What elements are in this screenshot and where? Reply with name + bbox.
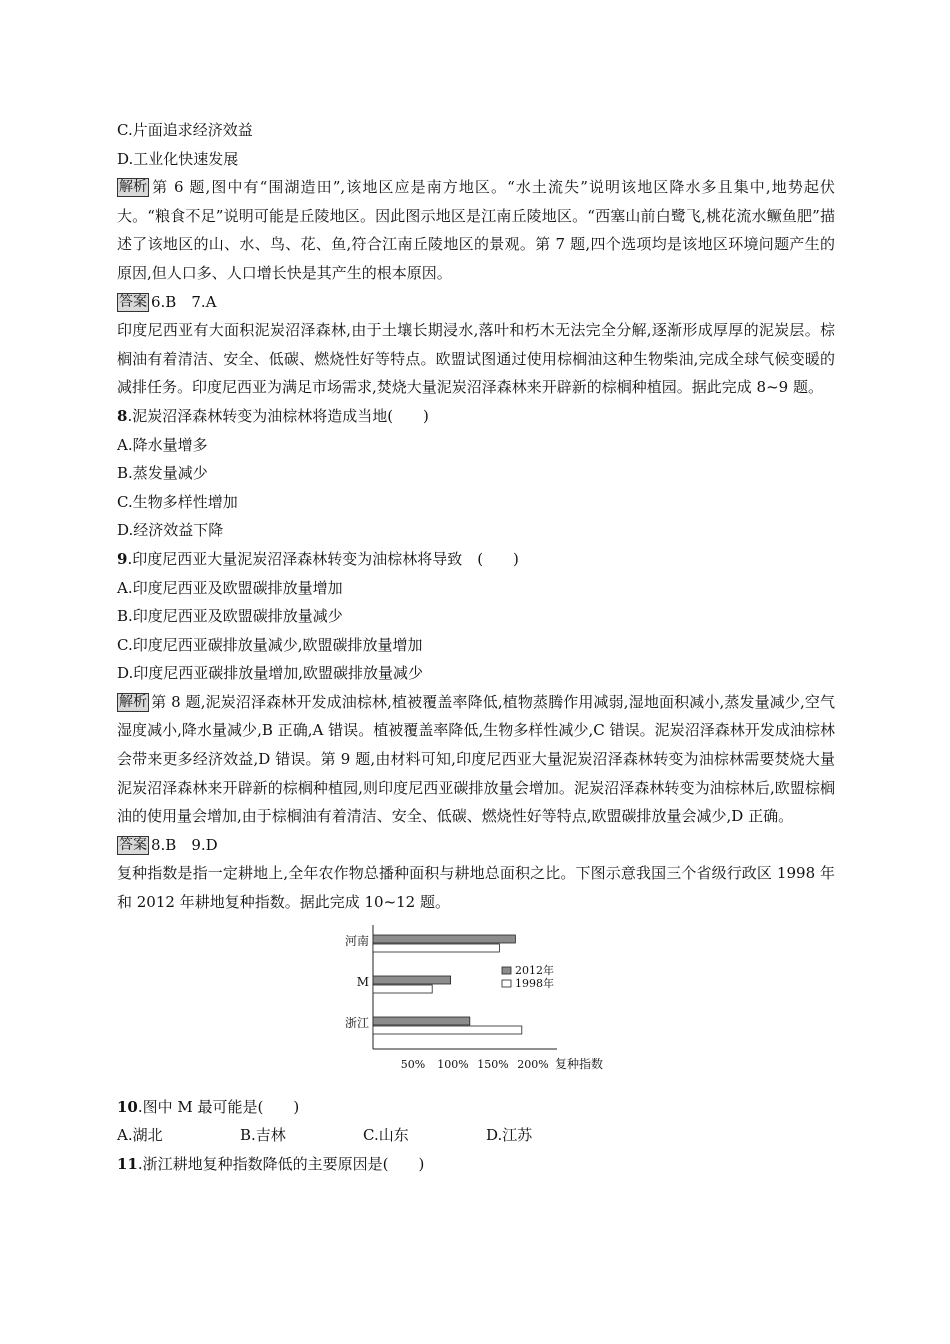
analysis-text: 第 8 题,泥炭沼泽森林开发成油棕林,植被覆盖率降低,植物蒸腾作用减弱,湿地面积减小,蒸发量减少,空气湿度减小,降水量减少,B 正确,A 错误。植被覆盖率降低,生物多样性减少,C 错误。泥炭沼泽森林开发成油棕林会带来更多经济效益,D 错误。第 9 题,由材料可知,印度尼西亚大量泥炭沼泽森林转变为油棕林需要焚烧大量泥炭沼泽森林来开辟新的棕榈种植园,则印度尼西亚碳排放量会增加。泥炭沼泽森林转变为油棕林后,欧盟棕榈油的使用量会增加,由于棕榈油有着清洁、安全、低碳、燃烧性好等特点,欧盟碳排放量会减少,D 正确。 [117,692,835,826]
analysis-tag: 解析 [119,179,147,196]
q9-option-c: C.印度尼西亚碳排放量减少,欧盟碳排放量增加 [117,635,423,654]
q10-option-d: D.江苏 [486,1126,533,1145]
q8-option-d: D.经济效益下降 [117,521,224,540]
question-stem: .泥炭沼泽森林转变为油棕林将造成当地( ) [127,406,429,425]
option-c-prev: C.片面追求经济效益 [117,121,253,139]
question-number: 9 [117,549,128,568]
bar-M-2012年 [373,976,451,984]
x-tick-label: 100% [437,1057,469,1071]
x-axis-label: 复种指数 [555,1056,604,1071]
x-tick-label: 200% [517,1057,549,1071]
question-9 [117,545,835,574]
answer-tag: 答案 [119,836,147,853]
q8-option-c: C.生物多样性增加 [117,492,238,511]
bar-河南-1998年 [373,944,499,952]
question-10 [117,1093,835,1122]
analysis-8-9 [117,688,835,831]
option-d-prev: D.工业化快速发展 [117,149,239,168]
question-number: 8 [117,406,128,425]
legend-label: 1998年 [515,976,554,990]
legend-swatch [502,967,511,974]
answer-text: 6.B 7.A [151,292,217,311]
q10-option-c: C.山东 [363,1126,409,1145]
question-number: 11 [117,1154,138,1173]
q9-option-a: A.印度尼西亚及欧盟碳排放量增加 [117,578,343,597]
category-label: 浙江 [344,1015,369,1030]
question-number: 10 [117,1097,138,1116]
bar-chart-svg [337,921,637,1087]
question-stem: .印度尼西亚大量泥炭沼泽森林转变为油棕林将导致 ( ) [127,549,519,568]
multiple-cropping-chart [117,917,835,1093]
bar-浙江-1998年 [373,1026,522,1034]
analysis-text: 第 6 题,图中有“围湖造田”,该地区应是南方地区。“水土流失”说明该地区降水多且集中,地势起伏大。“粮食不足”说明可能是丘陵地区。因此图示地区是江南丘陵地区。“西塞山前白鹭飞,桃花流水鳜鱼肥”描述了该地区的山、水、鸟、花、鱼,符合江南丘陵地区的景观。第 7 题,四个选项均是该地区环境问题产生的原因,但人口多、人口增长快是其产生的根本原因。 [117,178,835,282]
bar-M-1998年 [373,985,432,993]
q8-option-b: B.蒸发量减少 [117,464,208,483]
q10-options [117,1121,835,1150]
category-label: 河南 [344,933,369,948]
question-stem: .图中 M 最可能是( ) [137,1097,300,1116]
q8-option-a: A.降水量增多 [117,435,208,454]
answer-8-9 [117,831,835,860]
q10-option-a: A.湖北 [117,1126,163,1145]
answer-text: 8.B 9.D [151,835,218,854]
material-10-12: 复种指数是指一定耕地上,全年农作物总播种面积与耕地总面积之比。下图示意我国三个省级行政区 1998 年和 2012 年耕地复种指数。据此完成 10~12 题。 [117,864,835,912]
page-content [117,116,835,1178]
analysis-6-7 [117,173,835,287]
bar-浙江-2012年 [373,1017,470,1025]
category-label: M [356,974,369,989]
x-tick-label: 50% [400,1057,426,1071]
q10-option-b: B.吉林 [240,1126,286,1145]
legend-label: 2012年 [515,963,554,977]
q9-option-d: D.印度尼西亚碳排放量增加,欧盟碳排放量减少 [117,664,424,683]
question-11 [117,1150,835,1179]
analysis-tag: 解析 [119,693,147,710]
answer-tag: 答案 [119,293,147,310]
q9-option-b: B.印度尼西亚及欧盟碳排放量减少 [117,607,343,626]
legend-swatch [502,980,511,987]
question-8 [117,402,835,431]
material-8-9: 印度尼西亚有大面积泥炭沼泽森林,由于土壤长期浸水,落叶和朽木无法完全分解,逐渐形成厚厚的泥炭层。棕榈油有着清洁、安全、低碳、燃烧性好等特点。欧盟试图通过使用棕榈油这种生物柴油,完成全球气候变暖的减排任务。印度尼西亚为满足市场需求,焚烧大量泥炭沼泽森林来开辟新的棕榈种植园。据此完成 8~9 题。 [117,321,835,397]
answer-6-7 [117,288,835,317]
question-stem: .浙江耕地复种指数降低的主要原因是( ) [137,1154,425,1173]
bar-河南-2012年 [373,935,515,943]
x-tick-label: 150% [477,1057,509,1071]
